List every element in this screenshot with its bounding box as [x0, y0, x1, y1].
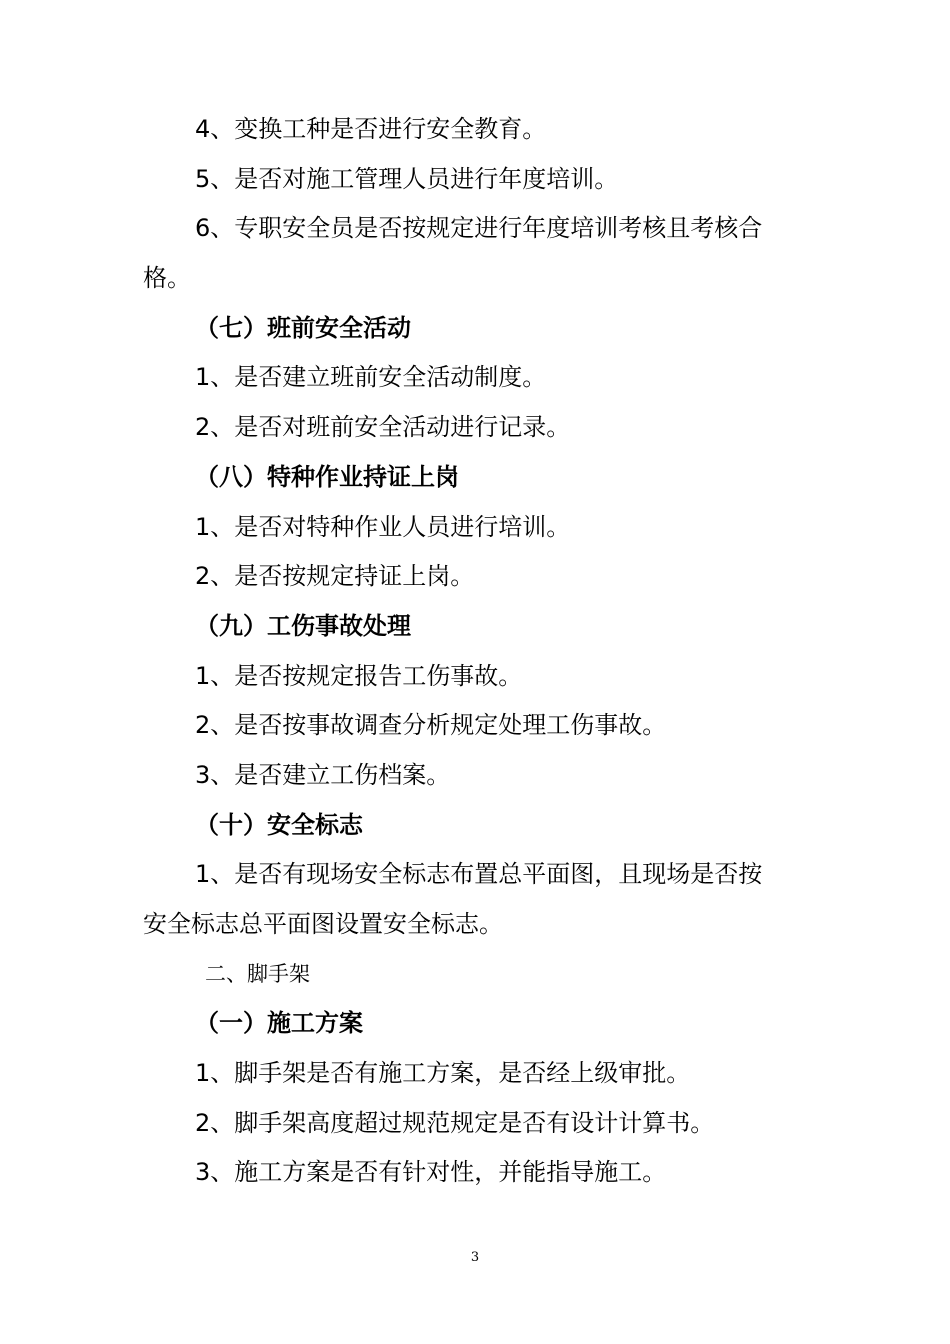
chapter-heading: 二、脚手架: [205, 961, 310, 986]
section-heading: （九）工伤事故处理: [195, 611, 411, 640]
list-item: 2、是否按事故调查分析规定处理工伤事故。: [195, 711, 667, 740]
section-heading: （一）施工方案: [195, 1009, 363, 1038]
list-item: 4、变换工种是否进行安全教育。: [195, 115, 547, 143]
list-item: 6、专职安全员是否按规定进行年度培训考核且考核合: [195, 214, 763, 243]
list-item: 5、是否对施工管理人员进行年度培训。: [195, 164, 619, 193]
list-item-continuation: 格。: [143, 264, 191, 293]
list-item: 3、施工方案是否有针对性，并能指导施工。: [195, 1158, 667, 1187]
list-item: 1、是否对特种作业人员进行培训。: [195, 512, 571, 541]
page-number: 3: [470, 1250, 480, 1265]
list-item: 3、是否建立工伤档案。: [195, 760, 451, 789]
list-item: 2、脚手架高度超过规范规定是否有设计计算书。: [195, 1108, 715, 1137]
section-heading: （十）安全标志: [195, 810, 363, 839]
section-heading: （七）班前安全活动: [195, 313, 411, 342]
list-item: 1、是否有现场安全标志布置总平面图，且现场是否按: [195, 860, 763, 889]
list-item: 1、是否建立班前安全活动制度。: [195, 363, 547, 392]
page-content: [143, 105, 808, 1198]
list-item: 1、是否按规定报告工伤事故。: [195, 661, 523, 690]
list-item-continuation: 安全标志总平面图设置安全标志。: [143, 910, 503, 938]
list-item: 1、脚手架是否有施工方案，是否经上级审批。: [195, 1059, 691, 1088]
section-heading: （八）特种作业持证上岗: [195, 462, 459, 491]
list-item: 2、是否按规定持证上岗。: [195, 562, 475, 591]
list-item: 2、是否对班前安全活动进行记录。: [195, 413, 571, 442]
